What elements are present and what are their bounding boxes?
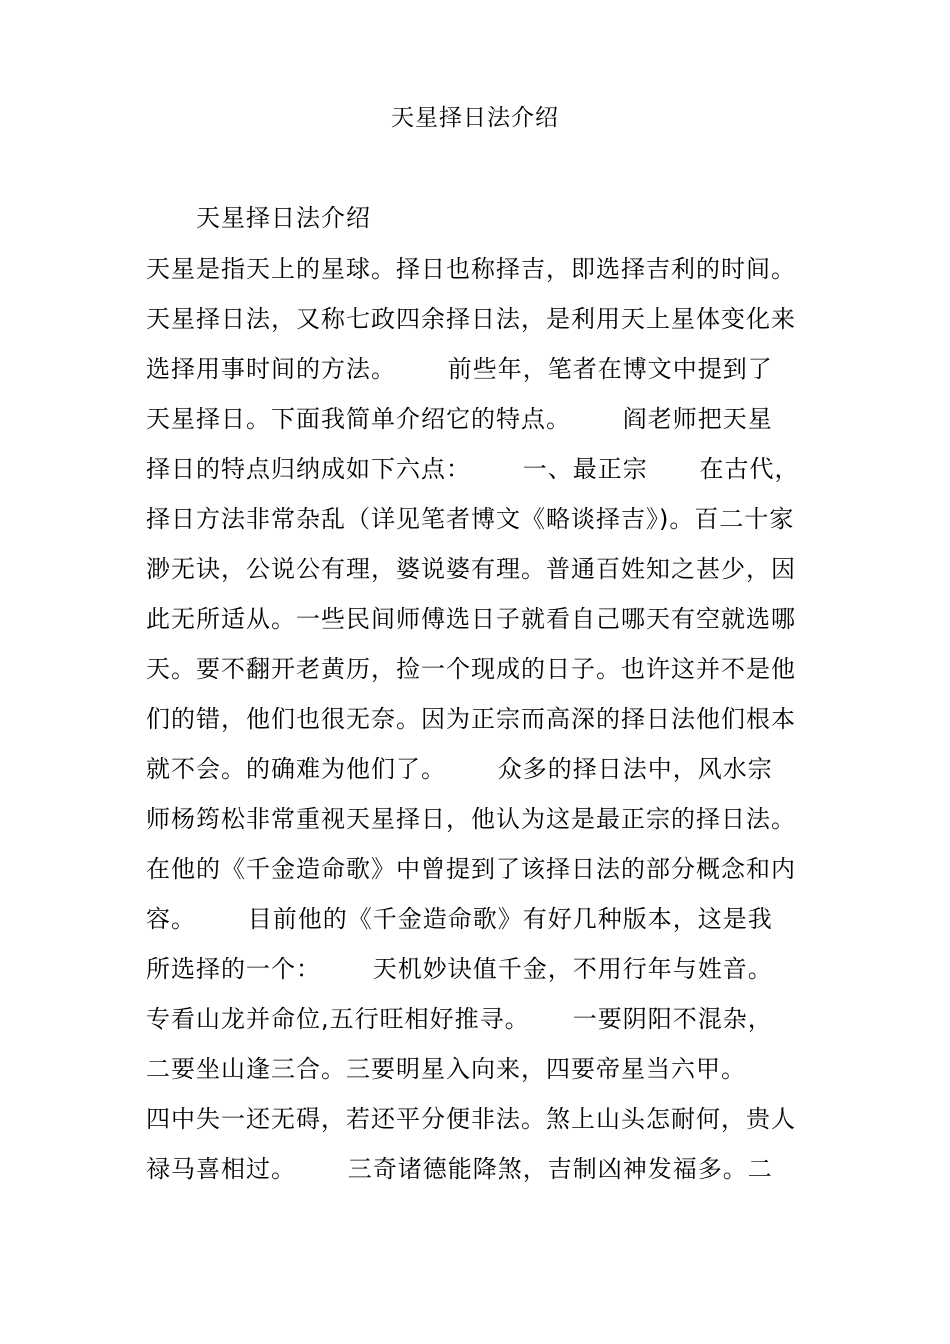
body-line: 师杨筠松非常重视天星择日，他认为这是最正宗的择日法。 — [146, 805, 796, 833]
body-line: 们的错，他们也很无奈。因为正宗而高深的择日法他们根本 — [146, 705, 796, 733]
body-line: 天。要不翻开老黄历，捡一个现成的日子。也许这并不是他 — [146, 655, 796, 683]
body-line: 择日方法非常杂乱（详见笔者博文《略谈择吉》)。百二十家 — [146, 505, 795, 533]
body-line: 专看山龙并命位,五行旺相好推寻。 一要阴阳不混杂， — [146, 1005, 773, 1033]
body-line: 所选择的一个： 天机妙诀值千金，不用行年与姓音。 — [146, 955, 773, 983]
body-line: 禄马喜相过。 三奇诸德能降煞，吉制凶神发福多。二 — [146, 1155, 773, 1183]
body-line: 二要坐山逢三合。三要明星入向来，四要帝星当六甲。 — [146, 1055, 746, 1083]
body-line: 天星择日法，又称七政四余择日法，是利用天上星体变化来 — [146, 305, 796, 333]
document-title: 天星择日法介绍 — [391, 105, 559, 131]
body-line: 渺无诀，公说公有理，婆说婆有理。普通百姓知之甚少，因 — [146, 555, 796, 583]
body-line: 容。 目前他的《千金造命歌》有好几种版本，这是我 — [146, 905, 773, 933]
body-line: 天星择日。下面我简单介绍它的特点。 阎老师把天星 — [146, 405, 773, 433]
document-subtitle: 天星择日法介绍 — [196, 204, 371, 232]
body-line: 选择用事时间的方法。 前些年，笔者在博文中提到了 — [146, 355, 773, 383]
body-line: 在他的《千金造命歌》中曾提到了该择日法的部分概念和内 — [146, 855, 796, 883]
body-line: 就不会。的确难为他们了。 众多的择日法中，风水宗 — [146, 755, 773, 783]
body-line: 择日的特点归纳成如下六点： 一、最正宗 在古代， — [146, 455, 800, 483]
body-line: 四中失一还无碍，若还平分便非法。煞上山头怎耐何，贵人 — [146, 1105, 796, 1133]
body-line: 此无所适从。一些民间师傅选日子就看自己哪天有空就选哪 — [146, 605, 796, 633]
document-body — [146, 251, 826, 1201]
body-line: 天星是指天上的星球。择日也称择吉，即选择吉利的时间。 — [146, 255, 796, 283]
